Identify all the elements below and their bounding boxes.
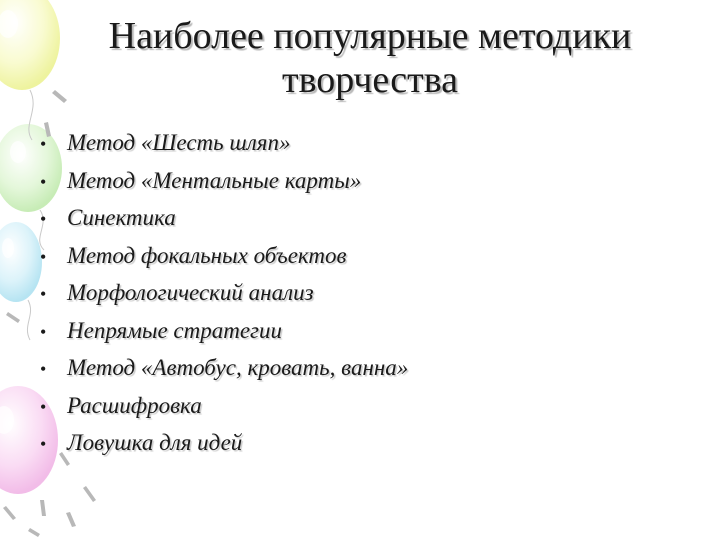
list-item-text: Синектика <box>67 205 176 230</box>
list-item <box>40 124 408 162</box>
bullet-icon: • <box>40 284 47 304</box>
bullet-icon: • <box>40 359 47 379</box>
slide-title <box>40 14 700 102</box>
bullet-icon: • <box>40 321 47 342</box>
list-item-text: Непрямые стратегии <box>67 317 283 343</box>
list-item <box>40 424 408 462</box>
methods-list <box>40 124 408 462</box>
title-line-1: Наиболее популярные методики <box>108 15 632 57</box>
bullet-icon: • <box>40 434 47 454</box>
list-item <box>40 274 408 312</box>
list-item <box>40 199 408 237</box>
list-item <box>40 237 408 275</box>
list-item-text: Расшифровка <box>67 392 202 418</box>
list-item <box>40 387 408 425</box>
list-item-text: Метод фокальных объектов <box>67 242 347 268</box>
balloon-blue-icon <box>0 222 42 302</box>
title-line-2: творчества <box>281 59 459 101</box>
bullet-icon: • <box>40 396 47 417</box>
bullet-icon: • <box>40 246 47 267</box>
list-item-text: Ловушка для идей <box>67 430 243 455</box>
bullet-icon: • <box>40 171 47 192</box>
list-item-text: Метод «Автобус, кровать, ванна» <box>67 355 409 380</box>
list-item-text: Морфологический анализ <box>67 280 314 305</box>
list-item-text: Метод «Ментальные карты» <box>67 167 362 193</box>
bullet-icon: • <box>40 209 47 229</box>
list-item-text: Метод «Шесть шляп» <box>67 130 291 155</box>
list-item <box>40 312 408 350</box>
list-item <box>40 162 408 200</box>
list-item <box>40 349 408 387</box>
bullet-icon: • <box>40 134 47 154</box>
